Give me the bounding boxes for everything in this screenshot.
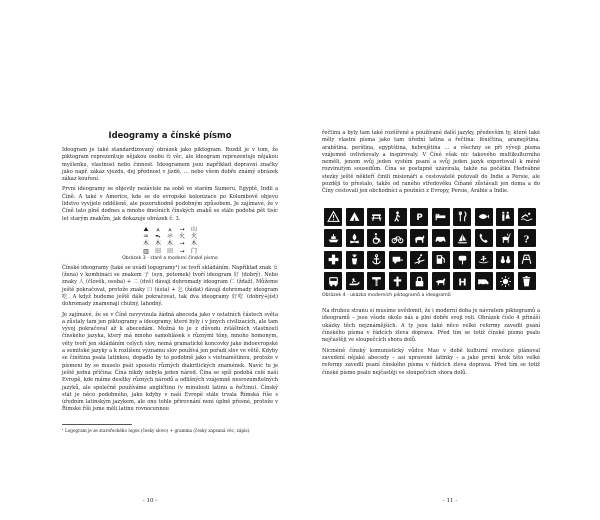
glyph-cell: 火	[191, 233, 198, 241]
canoe-icon	[475, 251, 493, 269]
restroom-icon	[496, 208, 514, 226]
trash-icon	[518, 272, 536, 290]
tent-icon	[346, 208, 364, 226]
glyph-cell: 山	[191, 225, 198, 233]
playground-icon	[518, 251, 536, 269]
ship-icon	[324, 229, 342, 247]
paragraph-5: řečtinu a byly tam také rozšířené a používané další jazyky, především ty, které také měly vlastní písma jako tam úřední latina a řečtina: féničtina, aramejština, arabština, perština, egyptština, hebrejština … a všechny se při vývoji písma vzájemně ovlivňovaly a inspirovaly. V Číně však nic takového multikulturního neměli, jenom svůj jeden systém psaní a svůj jeden jazyk exportovali k méně rozvinutým sousedům. Čína se postupně uzavírala, takže na počátku Hedvábné stezky ještě někteří činili misionáři a cestovatelé putovali do Indie a Persie, ale později to přestalo, takže od raného středověku Číňané zůstávali jen doma a do Číny cestovali jen obchodníci a poutníci z Evropy, Persie, Arábie a Indie.	[322, 130, 540, 195]
footnote-divider	[62, 424, 132, 425]
glyph-cell: →	[179, 225, 185, 233]
glyph-cell: 氺	[166, 233, 173, 241]
wheelchair-icon	[367, 229, 385, 247]
figure-4-caption: Obrázek 4 - ukázka moderních piktogramů a ideogramů	[322, 293, 451, 299]
glyph-cell: ⽊	[166, 240, 173, 248]
svg-text:?: ?	[523, 233, 530, 245]
campfire-icon	[346, 229, 364, 247]
binoculars-icon	[496, 251, 514, 269]
glyph-row	[140, 240, 200, 247]
svg-text:H: H	[457, 276, 467, 288]
parking-icon	[410, 208, 428, 226]
glyph-cell: ⩓	[156, 225, 160, 233]
car-icon	[432, 229, 450, 247]
ranger-icon	[346, 251, 364, 269]
waterfall-icon	[367, 272, 385, 290]
paragraph-2: První ideogramy se objevily nezávisle na sobě ve starém Sumeru, Egyptě, Indii a Číně. A také v Americe, kde se do evropské kolonizace po Kolumbově objevu lidstvo vyvíjelo odděleně, ale pozoruhodně podobným způsobem. Je zajímavé, že v Číně tato plně dodnes a mnoho dnešních čínských znaků se stále podobá pět tisíc let starým znakům, jak dokazuje obrázek č. 3.	[62, 186, 278, 222]
chapter-title: Ideogramy a čínské písmo	[108, 130, 232, 140]
sun-icon	[496, 272, 514, 290]
dog-icon	[432, 272, 450, 290]
paragraph-6: Na druhou stranu si musíme uvědomit, že i moderní doba je návratem piktogramů a ideogramů – jsou všude okolo nás a plní dobře svoji roli. Obrázek číslo 4 přináší ukázky těch nejznámějších. A ty jsou také něco velké reformy zavedli psaní čínského písma v řádcích zleva doprava. Před tím se totiž čínské písmo psalo nejčastěji ve sloupečcích shora dolů.	[322, 308, 540, 344]
page-number-left: - 10 -	[142, 498, 158, 504]
paragraph-7: Nicméně čínský komunistický vůdce Mao v době kulturní revoluce plánoval zavedení nějaké abecedy – asi upravené latinky – a jako první krok této velké reformy zavedli psaní čínského písma v řádcích zleva doprava. Před tím se totiž čínské písmo psalo nejčastěji ve sloupečcích shora dolů.	[322, 347, 540, 376]
page-number-right: - 11 -	[442, 498, 458, 504]
information-icon	[518, 229, 536, 247]
bicycle-icon	[389, 229, 407, 247]
rv-icon	[475, 272, 493, 290]
glyph-cell: ⽕	[179, 233, 186, 241]
glyph-cell: ⽊	[154, 240, 161, 248]
glyph-row	[140, 248, 200, 255]
snowmobile-icon	[346, 272, 364, 290]
swimmer-icon	[518, 208, 536, 226]
warning-icon	[324, 208, 342, 226]
bed-icon	[432, 208, 450, 226]
svg-text:P: P	[415, 212, 423, 223]
glyph-cell: →	[179, 240, 185, 248]
fork-knife-icon	[453, 208, 471, 226]
paragraph-4: Je zajímavé, že se v Číně nevyvinula žádná abeceda jako v ostatních částech světa a zůstaly tam jen piktogramy a ideogramy, které byly i v jiných civilizacích, ale tam vývoj pokračoval až k abecedám. Možná to je z důvodu zvláštních vlastností čínského jazyka, který má mnoho samohlásek s různými tóny, mnoho homonym, věty tvoří jen skládáním celých slov, nemá gramatické koncovky jako indoevropské a semitské jazyky a k rozlišení významu slov používá jen pořadí slov ve větě. Kdyby se čínština psala latinkou, dopadlo by to podobně jako s vietnamštinou, protože v písmeni by se muselo psát spoustu různých diakritických znamének. Navíc tu je ještě jedna příčina: Čína nikdy nebyla jeden národ. Čína se spíš podobá celé naší Evropě, kde máme desítky různých národů a odlišných vzájemně nesrozumitelných jazyků, ale společně používáme angličtinu (v minulosti latinu a řečtinu). Čínský stát je něco podobného, jako kdyby v naší Evropě stále trvala Římská říše s úředním latinským jazykem, ale ono tohle přirovnání není úplně přesné, protože v Římské říši jsme měli latinu rovnocennou	[62, 311, 278, 413]
glyph-cell: 门	[191, 247, 198, 255]
horse-icon	[410, 229, 428, 247]
glyph-cell: ⽊	[142, 240, 149, 248]
paragraph-3: Čínské ideogramy (také se uvádí logogramy¹) se tvoří skládáním. Například znak 女 (žena) v kombinaci se znakem 子 (syn, potomek) tvoří ideogram 好 (dobrý). Nebo znaky 人 (člověk, osoba) + 二 (dvě) dávají dohromady ideogram 仁 (ždaž). Můžeme ještě pokračovat, protože znaky 口 (ústa) + 乞 (žádat) dávají dohromady ideogram 吃. A když budeme ještě dále pokračovat, tak dva ideogramy 好吃 (dobrý+jíst) dohromady znamenají chutný, lahodný.	[62, 264, 278, 308]
trailer-icon	[389, 251, 407, 269]
glyph-cell: ⩓	[168, 225, 172, 233]
glyph-cell: ▥	[143, 247, 149, 255]
fish-icon	[475, 208, 493, 226]
glyph-cell: 木	[191, 240, 198, 248]
mailbox-icon	[453, 251, 471, 269]
chinese-glyph-evolution-table	[140, 226, 200, 255]
figure-3-caption: Obrázek 3 - staré a moderní čínské písmo	[122, 255, 218, 261]
footnote: ¹ Logogram je ze starořeckého logos (česky slovo) + gramma (česky zapsaná věc, zápis).	[62, 427, 251, 433]
glyph-cell: →	[179, 247, 185, 255]
glyph-cell: ♒	[143, 233, 149, 241]
lock-icon	[410, 272, 428, 290]
hospital-icon	[453, 272, 471, 290]
picnic-table-icon	[367, 208, 385, 226]
skier-icon	[410, 251, 428, 269]
telephone-icon	[475, 229, 493, 247]
bus-icon	[324, 272, 342, 290]
glyph-cell: ⛰	[143, 225, 149, 233]
hiker-icon	[389, 208, 407, 226]
glyph-cell: ⽥	[154, 247, 161, 255]
paragraph-1: Ideogram je také standardizovaný obrázek jako piktogram. Rozdíl je v tom, že piktogram reprezentuje nějakou osobu či věc, ale ideogram reprezentuje nějakou myšlenku, vlastnost nebo činnost. Ideogramem jsou například dopravní značky jako např. zákaz vjezdu, dej přednost v jízdě, … nebo všem dobře známý obrázek zákaz kouření.	[62, 147, 278, 183]
fuel-icon	[432, 251, 450, 269]
anchor-icon	[367, 251, 385, 269]
glyph-cell: ⥱	[155, 233, 161, 241]
first-aid-icon	[324, 251, 342, 269]
right-page	[300, 0, 600, 520]
glyph-cell: ⽥	[166, 247, 173, 255]
pictogram-grid	[324, 208, 540, 291]
sailboat-icon	[453, 229, 471, 247]
cross-icon	[389, 272, 407, 290]
deer-icon	[496, 229, 514, 247]
